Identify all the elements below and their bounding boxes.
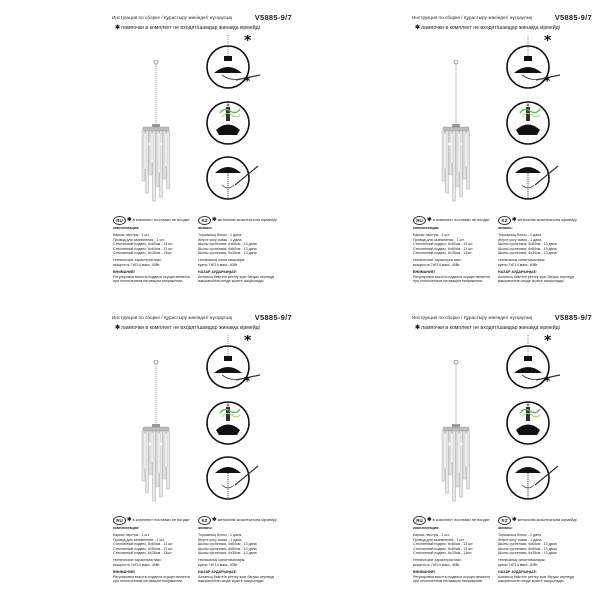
kz-warn-line: Аспаның биіктігін реттеу куат беруші кернеуді — [198, 274, 275, 279]
kz-kit-line: Шыны суспензия, 6х60см - 13 дана — [498, 542, 557, 547]
ru-spec-title: технические характеристики: — [413, 558, 462, 563]
bulbs-note-text: лампочки в комплект не входят/шамдар жинаққа кірмейді — [121, 25, 260, 31]
header-title: Инструкция по сборке / Құрастыру жөніндегі нұсқаулық — [412, 315, 533, 320]
ru-warn-line: при отключенном питающем напряжении. — [413, 279, 484, 284]
svg-text:*: * — [244, 74, 251, 88]
kz-kit-line: Торшының блогы - 1 дана. — [198, 233, 243, 238]
star-icon: ✱ — [415, 25, 421, 31]
kz-spec-title: техникалық сипаттамалары: — [498, 558, 546, 563]
bulbs-note-text: лампочки в комплект не входят/шамдар жинаққа кірмейді — [421, 325, 560, 331]
ru-spec-value: мощность 7хЕ14 макс. 40Вт — [413, 262, 460, 267]
ru-warning-title: ВНИМАНИЕ! — [113, 570, 136, 575]
ru-language-badge: RU — [113, 516, 126, 525]
ru-kit-line: Стеклянный подвес, 6х60см - 13 шт — [413, 246, 473, 251]
ru-specs-column — [413, 526, 501, 583]
kz-star-note-text: жеткізілім жиынтығына кірмейді — [517, 217, 577, 222]
ru-star-note — [427, 516, 490, 524]
kz-spec-title: техникалық сипаттамалары: — [198, 258, 246, 263]
kz-warning-text — [198, 575, 286, 584]
ru-kit-line: Стеклянный подвес, 6х60см - 13 шт — [113, 542, 173, 547]
kz-star-note-text: жеткізілім жиынтығына кірмейді — [217, 517, 277, 522]
ru-kit-line: Стеклянный подвес, 6х35см - 13шт — [113, 251, 172, 256]
kz-kit-line: Торшының блогы - 1 дана. — [198, 533, 243, 538]
ru-kit-line: Каркас люстры - 1 шт. — [113, 233, 150, 238]
ru-kit-line: Каркас люстры - 1 шт. — [413, 533, 450, 538]
instruction-panel-4 — [300, 300, 600, 600]
chandelier-illustration — [432, 360, 480, 510]
star-icon: ✱ — [115, 25, 121, 31]
ru-kit-list — [113, 233, 201, 255]
ru-warn-line: при отключенном питающем напряжении. — [113, 279, 184, 284]
kz-warning-text — [198, 275, 286, 284]
star-icon: ✱ — [127, 517, 132, 523]
kz-warning-text — [498, 575, 586, 584]
kz-warn-line: ажыратылған кезде жүзеге асырылады. — [198, 579, 265, 584]
ru-spec-title: технические характеристики: — [413, 258, 462, 263]
kz-kit-title: жинағы: — [198, 526, 213, 530]
kz-kit-list — [498, 533, 586, 555]
assembly-step-1 — [207, 35, 260, 88]
star-icon: ✱ — [115, 325, 121, 331]
kz-language-badge: KZ — [198, 516, 211, 525]
header-title: Инструкция по сборке / Құрастыру жөніндегі нұсқаулық — [112, 315, 233, 320]
ru-spec-value: мощность 7хЕ14 макс. 40Вт — [113, 262, 160, 267]
instruction-panel-1 — [0, 0, 300, 300]
ru-kit-line: Стеклянный подвес, 6х60см - 13 шт — [413, 546, 473, 551]
svg-text:*: * — [544, 74, 551, 88]
kz-star-note-text: жеткізілім жиынтығына кірмейді — [517, 517, 577, 522]
ru-warn-line: Регулировка высоты подвеса осуществляется — [413, 574, 491, 579]
model-number: V5885-9/7 — [554, 13, 592, 22]
svg-text:*: * — [544, 374, 551, 388]
assembly-step-2 — [507, 402, 549, 444]
ru-kit-list — [413, 233, 501, 255]
ru-kit-list — [413, 533, 501, 555]
kz-warn-line: Аспаның биіктігін реттеу куат беруші кернеуді — [498, 274, 575, 279]
svg-text:*: * — [544, 35, 552, 49]
ru-kit-line: Стеклянный подвес, 6х60см - 13 шт — [413, 242, 473, 247]
assembly-step-2 — [507, 102, 549, 144]
kz-specs-column — [198, 226, 286, 283]
assembly-step-3 — [507, 457, 558, 499]
star-icon: ✱ — [212, 517, 217, 523]
kz-kit-line: Шыны суспензия, 6х35см - 13 дана — [498, 551, 557, 556]
ru-star-note-text: в комплект поставки не входят — [432, 517, 490, 522]
kz-spec-title: техникалық сипаттамалары: — [198, 558, 246, 563]
kz-language-badge: KZ — [198, 216, 211, 225]
kz-kit-list — [198, 533, 286, 555]
ru-spec-title: технические характеристики: — [113, 558, 162, 563]
ru-warn-line: Регулировка высоты подвеса осуществляется — [413, 274, 491, 279]
kz-warning-title: НАЗАР АУДАРЫҢЫЗ! — [198, 270, 237, 275]
ru-language-badge: RU — [113, 216, 126, 225]
kz-kit-title: жинағы: — [498, 226, 513, 230]
kz-spec-value: куаты 7хЕ14 макс. 40Вт — [498, 562, 538, 567]
kz-spec-value: куаты 7хЕ14 макс. 40Вт — [198, 262, 238, 267]
star-icon: ✱ — [427, 217, 432, 223]
ru-warn-line: Регулировка высоты подвеса осуществляется — [113, 274, 191, 279]
bulbs-not-included-note — [415, 324, 560, 331]
model-number: V5885-9/7 — [254, 313, 292, 322]
ru-specs-column — [113, 226, 201, 283]
kz-star-note — [212, 516, 277, 524]
kz-warning-title: НАЗАР АУДАРЫҢЫЗ! — [498, 270, 537, 275]
chandelier-illustration-art — [142, 360, 170, 501]
kz-kit-line: Торшының блогы - 1 дана. — [498, 533, 543, 538]
chandelier-illustration — [132, 360, 180, 510]
star-icon: ✱ — [212, 217, 217, 223]
kz-kit-line: Жерге қосу сымы - 1 дана. — [498, 237, 543, 242]
ru-star-note — [127, 216, 190, 224]
ru-kit-title: комплектация: — [113, 526, 140, 530]
ru-warning-title: ВНИМАНИЕ! — [113, 270, 136, 275]
kz-warn-line: ажыратылған кезде жүзеге асырылады. — [198, 279, 265, 284]
kz-specs-column — [498, 226, 586, 283]
assembly-step-3 — [207, 457, 258, 499]
kz-star-note — [512, 216, 577, 224]
ru-specs-column — [413, 226, 501, 283]
ru-kit-line: Стеклянный подвес, 6х60см - 13 шт — [413, 542, 473, 547]
assembly-steps-illustration — [500, 35, 576, 213]
kz-warning-text — [498, 275, 586, 284]
ru-star-note — [127, 516, 190, 524]
ru-warning-text — [413, 275, 501, 284]
kz-kit-line: Шыны суспензия, 6х60см - 13 дана — [498, 546, 557, 551]
ru-warn-line: при отключенном питающем напряжении. — [413, 579, 484, 584]
kz-warning-title: НАЗАР АУДАРЫҢЫЗ! — [498, 570, 537, 575]
ru-kit-line: Каркас люстры - 1 шт. — [113, 533, 150, 538]
kz-warn-line: Аспаның биіктігін реттеу куат беруші кернеуді — [198, 574, 275, 579]
ru-star-note-text: в комплект поставки не входят — [132, 517, 190, 522]
svg-text:*: * — [244, 374, 251, 388]
ru-kit-title: комплектация: — [413, 526, 440, 530]
svg-text:*: * — [244, 335, 252, 349]
kz-spec-value: куаты 7хЕ14 макс. 40Вт — [198, 562, 238, 567]
star-icon: ✱ — [427, 517, 432, 523]
kz-warn-line: Аспаның биіктігін реттеу куат беруші кернеуді — [498, 574, 575, 579]
ru-kit-title: комплектация: — [413, 226, 440, 230]
kz-spec-value: куаты 7хЕ14 макс. 40Вт — [498, 262, 538, 267]
kz-star-note — [212, 216, 277, 224]
star-icon: ✱ — [512, 217, 517, 223]
kz-star-note — [512, 516, 577, 524]
ru-kit-line: Стеклянный подвес, 6х35см - 13шт — [413, 551, 472, 556]
ru-kit-line: Провод для заземления - 1 шт. — [413, 237, 465, 242]
ru-warning-text — [113, 575, 201, 584]
kz-language-badge: KZ — [498, 216, 511, 225]
assembly-step-3 — [507, 157, 558, 199]
kz-kit-line: Шыны суспензия, 6х35см - 13 дана — [198, 251, 257, 256]
ru-warning-text — [413, 575, 501, 584]
bulbs-not-included-note — [115, 24, 260, 31]
header-title: Инструкция по сборке / Құрастыру жөніндегі нұсқаулық — [112, 15, 233, 20]
kz-kit-line: Шыны суспензия, 6х35см - 13 дана — [198, 551, 257, 556]
kz-kit-line: Жерге қосу сымы - 1 дана. — [198, 237, 243, 242]
chandelier-illustration-art — [442, 360, 470, 501]
star-icon: ✱ — [415, 325, 421, 331]
instruction-panel-2 — [300, 0, 600, 300]
instruction-panel-3 — [0, 300, 300, 600]
kz-kit-line: Шыны суспензия, 6х35см - 13 дана — [498, 251, 557, 256]
kz-warn-line: ажыратылған кезде жүзеге асырылады. — [498, 579, 565, 584]
assembly-step-1 — [207, 335, 260, 388]
ru-kit-line: Провод для заземления - 1 шт. — [113, 237, 165, 242]
ru-kit-line: Стеклянный подвес, 6х60см - 13 шт — [113, 246, 173, 251]
ru-spec-title: технические характеристики: — [113, 258, 162, 263]
ru-kit-title: комплектация: — [113, 226, 140, 230]
svg-text:*: * — [544, 335, 552, 349]
kz-language-badge: KZ — [498, 516, 511, 525]
ru-kit-line: Стеклянный подвес, 6х35см - 13шт — [113, 551, 172, 556]
ru-kit-list — [113, 533, 201, 555]
kz-specs-column — [198, 526, 286, 583]
ru-language-badge: RU — [413, 216, 426, 225]
model-number: V5885-9/7 — [254, 13, 292, 22]
kz-kit-line: Торшының блогы - 1 дана. — [498, 233, 543, 238]
assembly-step-1 — [507, 335, 560, 388]
ru-spec-value: мощность 7хЕ14 макс. 40Вт — [413, 562, 460, 567]
ru-kit-line: Провод для заземления - 1 шт. — [113, 537, 165, 542]
kz-kit-list — [498, 233, 586, 255]
star-icon: ✱ — [127, 217, 132, 223]
ru-star-note-text: в комплект поставки не входят — [132, 217, 190, 222]
kz-kit-line: Шыны суспензия, 6х60см - 13 дана — [498, 242, 557, 247]
bulbs-note-text: лампочки в комплект не входят/шамдар жинаққа кірмейді — [421, 25, 560, 31]
chandelier-illustration — [132, 60, 180, 210]
kz-spec-title: техникалық сипаттамалары: — [498, 258, 546, 263]
kz-specs-column — [498, 526, 586, 583]
ru-star-note — [427, 216, 490, 224]
assembly-steps-illustration — [200, 35, 276, 213]
kz-kit-title: жинағы: — [198, 226, 213, 230]
kz-warning-title: НАЗАР АУДАРЫҢЫЗ! — [198, 570, 237, 575]
ru-star-note-text: в комплект поставки не входят — [432, 217, 490, 222]
ru-kit-line: Стеклянный подвес, 6х35см - 13шт — [413, 251, 472, 256]
assembly-steps-illustration — [500, 335, 576, 513]
model-number: V5885-9/7 — [554, 313, 592, 322]
kz-star-note-text: жеткізілім жиынтығына кірмейді — [217, 217, 277, 222]
chandelier-illustration-art — [442, 60, 470, 201]
ru-specs-column — [113, 526, 201, 583]
assembly-step-3 — [207, 157, 258, 199]
kz-kit-line: Шыны суспензия, 6х60см - 13 дана — [498, 246, 557, 251]
kz-kit-line: Шыны суспензия, 6х60см - 13 дана — [198, 242, 257, 247]
svg-text:*: * — [244, 35, 252, 49]
ru-language-badge: RU — [413, 516, 426, 525]
bulbs-not-included-note — [415, 24, 560, 31]
kz-kit-line: Жерге қосу сымы - 1 дана. — [498, 537, 543, 542]
kz-kit-line: Шыны суспензия, 6х60см - 13 дана — [198, 546, 257, 551]
assembly-step-2 — [207, 402, 249, 444]
header-title: Инструкция по сборке / Құрастыру жөніндегі нұсқаулық — [412, 15, 533, 20]
ru-kit-line: Стеклянный подвес, 6х60см - 13 шт — [113, 242, 173, 247]
ru-warning-title: ВНИМАНИЕ! — [413, 570, 436, 575]
ru-warn-line: при отключенном питающем напряжении. — [113, 579, 184, 584]
ru-kit-line: Каркас люстры - 1 шт. — [413, 233, 450, 238]
kz-kit-title: жинағы: — [498, 526, 513, 530]
bulbs-note-text: лампочки в комплект не входят/шамдар жинаққа кірмейді — [121, 325, 260, 331]
kz-kit-line: Жерге қосу сымы - 1 дана. — [198, 537, 243, 542]
assembly-step-2 — [207, 102, 249, 144]
chandelier-illustration-art — [142, 60, 170, 201]
ru-kit-line: Стеклянный подвес, 6х60см - 13 шт — [113, 546, 173, 551]
assembly-steps-illustration — [200, 335, 276, 513]
ru-spec-value: мощность 7хЕ14 макс. 40Вт — [113, 562, 160, 567]
kz-warn-line: ажыратылған кезде жүзеге асырылады. — [498, 279, 565, 284]
assembly-step-1 — [507, 35, 560, 88]
bulbs-not-included-note — [115, 324, 260, 331]
star-icon: ✱ — [512, 517, 517, 523]
kz-kit-line: Шыны суспензия, 6х60см - 13 дана — [198, 542, 257, 547]
ru-warning-title: ВНИМАНИЕ! — [413, 270, 436, 275]
ru-warning-text — [113, 275, 201, 284]
kz-kit-list — [198, 233, 286, 255]
kz-kit-line: Шыны суспензия, 6х60см - 13 дана — [198, 246, 257, 251]
chandelier-illustration — [432, 60, 480, 210]
ru-kit-line: Провод для заземления - 1 шт. — [413, 537, 465, 542]
ru-warn-line: Регулировка высоты подвеса осуществляется — [113, 574, 191, 579]
